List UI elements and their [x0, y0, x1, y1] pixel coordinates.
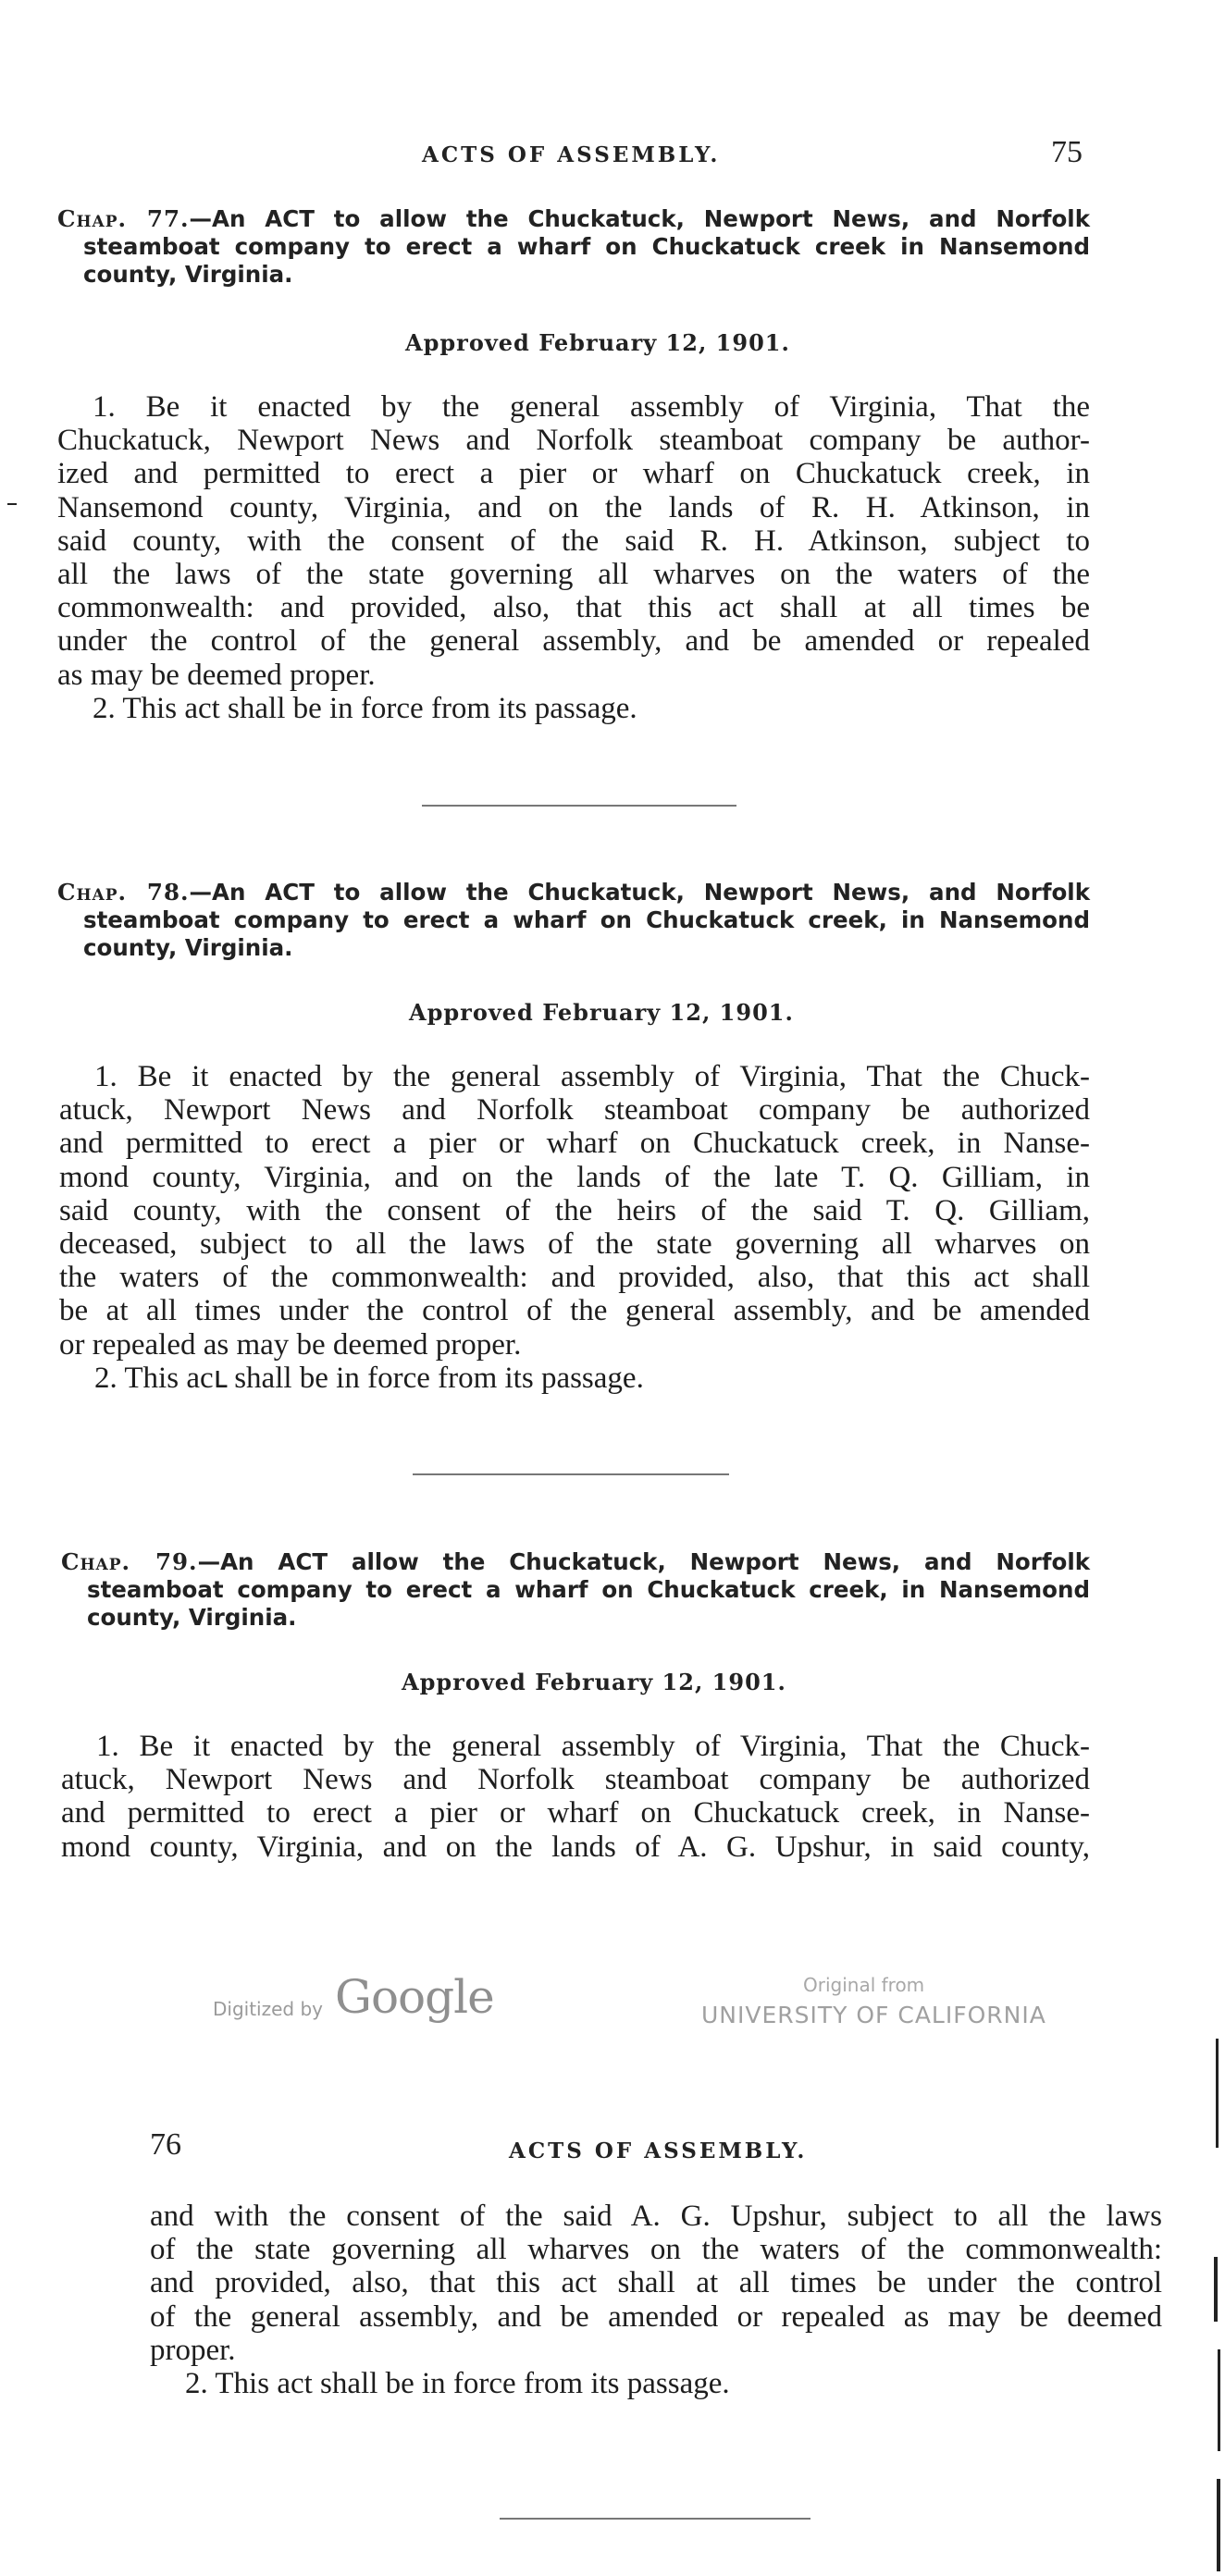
body-line: 2. This act shall be in force from its passage.	[185, 2367, 730, 2401]
body-line: atuck, Newport News and Norfolk steamboat company be authorized	[61, 1763, 1090, 1797]
chapter-body	[57, 390, 1090, 725]
chapter-number: Chap. 78.	[57, 879, 190, 906]
running-head: ACTS OF ASSEMBLY.	[509, 2138, 808, 2163]
body-line: atuck, Newport News and Norfolk steamboat company be authorized	[59, 1093, 1090, 1128]
body-line: said county, with the consent of the said R. H. Atkinson, subject to	[57, 524, 1090, 558]
chapter-heading	[57, 205, 1090, 289]
chapter-title-line: steamboat company to erect a wharf on Chuckatuck creek, in Nansemond	[87, 1576, 1090, 1603]
chapter-body	[61, 1730, 1090, 1864]
scan-edge-mark	[1217, 2479, 1220, 2571]
chapter-heading	[61, 1548, 1090, 1632]
body-line: as may be deemed proper.	[57, 658, 376, 692]
scan-edge-mark	[1214, 2257, 1218, 2322]
body-line: 2. This acւ shall be in force from its passage.	[94, 1361, 644, 1395]
body-line: and provided, also, that this act shall at all times be under the control	[150, 2266, 1162, 2300]
body-line: under the control of the general assembly, and be amended or repealed	[57, 624, 1090, 659]
body-line: commonwealth: and provided, also, that this act shall at all times be	[57, 591, 1090, 625]
section-divider	[500, 2518, 810, 2520]
page-number: 76	[150, 2127, 181, 2162]
body-line: and permitted to erect a pier or wharf on Chuckatuck creek, in Nanse-	[61, 1796, 1090, 1830]
chapter-title-line: —An ACT to allow the Chuckatuck, Newport News, and Norfolk	[189, 879, 1090, 906]
body-line: 1. Be it enacted by the general assembly of Virginia, That the	[93, 390, 1090, 424]
body-line: ized and permitted to erect a pier or wharf on Chuckatuck creek, in	[57, 457, 1090, 491]
scan-edge-mark	[7, 503, 17, 505]
body-line: or repealed as may be deemed proper.	[59, 1327, 522, 1362]
page-number: 75	[1051, 135, 1083, 169]
chapter-number: Chap. 77.	[57, 205, 190, 232]
body-line: 2. This act shall be in force from its passage.	[93, 691, 637, 725]
chapter-title-line: steamboat company to erect a wharf on Chuckatuck creek, in Nansemond	[83, 906, 1090, 933]
body-line: Chuckatuck, Newport News and Norfolk steamboat company be author-	[57, 424, 1090, 458]
body-line: proper.	[150, 2333, 236, 2367]
body-line: be at all times under the control of the general assembly, and be amended	[59, 1294, 1090, 1328]
running-head: ACTS OF ASSEMBLY.	[422, 142, 721, 167]
continued-body	[150, 2200, 1162, 2400]
approval-date: Approved February 12, 1901.	[405, 329, 790, 356]
google-logo: Google	[335, 1970, 494, 2024]
body-line: and permitted to erect a pier or wharf on Chuckatuck creek, in Nanse-	[59, 1127, 1090, 1161]
scan-edge-mark	[1216, 2039, 1219, 2148]
body-line: of the general assembly, and be amended or repealed as may be deemed	[150, 2299, 1162, 2334]
body-line: 1. Be it enacted by the general assembly of Virginia, That the Chuck-	[96, 1730, 1090, 1763]
university-label: UNIVERSITY OF CALIFORNIA	[701, 2002, 1046, 2028]
body-line: Nansemond county, Virginia, and on the lands of R. H. Atkinson, in	[57, 490, 1090, 524]
body-line: said county, with the consent of the heirs of the said T. Q. Gilliam,	[59, 1193, 1090, 1227]
body-line: deceased, subject to all the laws of the state governing all wharves on	[59, 1227, 1090, 1262]
chapter-title-line: —An ACT allow the Chuckatuck, Newport News, and Norfolk	[197, 1548, 1091, 1575]
approval-date: Approved February 12, 1901.	[402, 1669, 786, 1695]
body-line: mond county, Virginia, and on the lands of A. G. Upshur, in said county,	[61, 1830, 1090, 1864]
chapter-title-line: —An ACT to allow the Chuckatuck, Newport News, and Norfolk	[189, 205, 1090, 232]
body-line: and with the consent of the said A. G. Upshur, subject to all the laws	[150, 2200, 1162, 2233]
body-line: mond county, Virginia, and on the lands of the late T. Q. Gilliam, in	[59, 1160, 1090, 1194]
digitization-footer	[0, 1970, 1225, 2053]
chapter-body	[59, 1060, 1090, 1395]
chapter-heading	[57, 879, 1090, 962]
scan-edge-mark	[1218, 2349, 1220, 2451]
body-line: all the laws of the state governing all wharves on the waters of the	[57, 558, 1090, 592]
chapter-title-line: county, Virginia.	[87, 1604, 297, 1631]
chapter-number: Chap. 79.	[61, 1548, 198, 1575]
section-divider	[413, 1473, 729, 1475]
body-line: the waters of the commonwealth: and provided, also, that this act shall	[59, 1261, 1090, 1295]
section-divider	[422, 805, 736, 807]
body-line: 1. Be it enacted by the general assembly of Virginia, That the Chuck-	[94, 1060, 1090, 1093]
chapter-title-line: county, Virginia.	[83, 261, 293, 288]
digitized-by-label: Digitized by	[213, 1998, 323, 2020]
chapter-title-line: county, Virginia.	[83, 934, 293, 961]
body-line: of the state governing all wharves on the waters of the commonwealth:	[150, 2233, 1162, 2267]
approval-date: Approved February 12, 1901.	[409, 999, 794, 1026]
chapter-title-line: steamboat company to erect a wharf on Chuckatuck creek in Nansemond	[83, 233, 1090, 260]
original-from-label: Original from	[803, 1974, 925, 1996]
